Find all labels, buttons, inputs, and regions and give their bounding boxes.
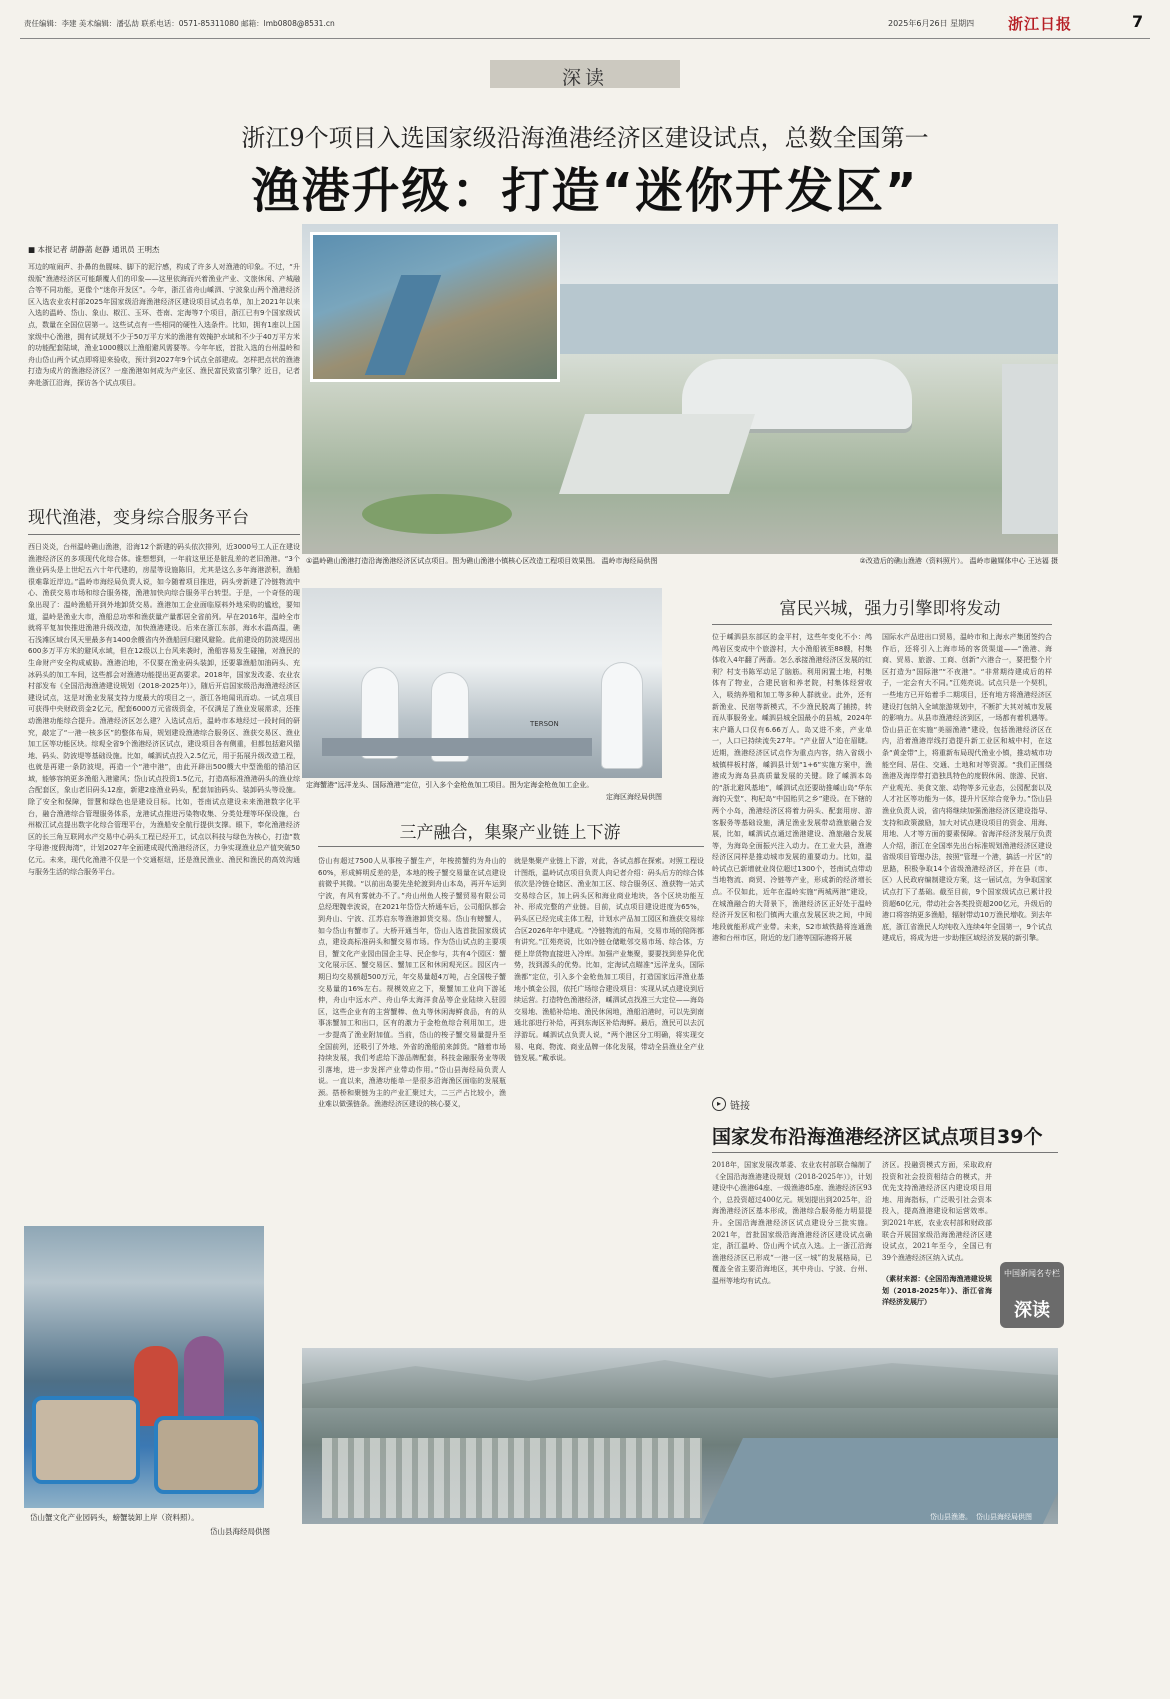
inset-harbor-photo — [310, 232, 560, 382]
section-heading-2: 三产融合，集聚产业链上下游 — [399, 823, 621, 843]
section-3-text-b: 国际水产品进出口贸易，温岭市和上海水产集团签约合作后，还将引入上海市场的客货渠道——“渔港、海商、贸易、旅游、工商、创新”六港合一，要把整个片区打造为“国际港”“不夜港”。“非常期待建成后的样子，一定会有大不同。”江苑亮说。试点只是一个契机，一些地方已开始着手二期项目，还有地方将渔港经济区建设打包纳入全域旅游规划中，不断扩大其对城市发展的影响力。从县市渔港经济到区，一场都有着机遇等。岱山县正在实施“美丽渔港”建设，包括渔港经济区在内，沿着渔港岸线打造提升新工业区和城中村，在这条“黄金带”上，将重新布局现代渔业小镇，推动城市功能空间、居住、交通、土地和对等资源。“我们正围绕渔港及海岸带打造独具特色的度假休闲、旅游、民宿、产业观光、美食文旅、动物等多元业态，公园配套以及人才社区等功能为一体，提升片区综合竞争力。”岱山县渔业负责人说，省内将继续加强渔港经济区建设指导、支持和政策激励，加大对试点建设项目的资金、用海、用地、人才等方面的要素保障。省海洋经济发展厅负责人介绍，浙江在全国率先出台标准规划渔港经济区建设省级项目管理办法，按照“管理一个港，搞活一片区”的思路，积极争取14个省级渔港经济区，并在县（市、区）人民政府编制建设方案，这一届试点，为争取国家试点打下了基础。截至目前，9个国家级试点已累计投资超60亿元，带动社会各类投资超200亿元，升级后的港口将容纳更多渔船，辐射带动10万渔民增收。到去年底，浙江省渔民人均纯收入连续4年全国第一，9个试点建成后，将成为进一步助推区域经济发展的新引擎。 — [882, 633, 1052, 943]
column-name: 深读 — [1014, 1300, 1050, 1321]
header-rule — [20, 38, 1150, 39]
rendering-park — [362, 494, 512, 534]
rendering-sea — [552, 284, 1058, 354]
crab-photo-credit: 岱山县海经局供图 — [210, 1527, 270, 1536]
page-number: 7 — [1132, 12, 1144, 31]
link-text-a: 2018年，国家发展改革委、农业农村部联合编制了《全国沿海渔港建设规划（2018-2025年）》，计划建设中心渔港64座、一级渔港85座、渔港经济区93个，总投资超过400亿元。规划提出到2025年，沿海渔港经济区基本形成，渔港综合服务能力明显提升。全国沿海渔港经济区试点建设分三批实施。2021年，首批国家级沿海渔港经济区建设试点确定，浙江温岭、岱山两个试点入选。上一浙江沿海渔港经济区已形成“一港一区一城”的发展格局，已覆盖全省主要沿海地区，其中舟山、宁波、台州、温州等地均有试点。 — [712, 1161, 872, 1285]
byline: ■ 本报记者 胡静菡 赵静 通讯员 王明杰 — [28, 245, 160, 254]
newspaper-logo: 浙江日报 — [1008, 15, 1073, 33]
section-rule-1 — [28, 534, 300, 535]
headline-kicker: 浙江9个项目入选国家级沿海渔港经济区建设试点，总数全国第一 — [241, 124, 929, 152]
link-rule — [712, 1152, 1058, 1153]
section-tag: 深读 — [561, 67, 608, 89]
factory-caption: 定海蟹港“远洋龙头、国际渔港”定位，引入多个金枪鱼加工项目。图为定海金枪鱼加工企业。 — [306, 781, 594, 789]
factory-sign: TERSON — [530, 720, 559, 728]
crab-photo-basket — [32, 1396, 140, 1484]
section-2-text-b: 就是集聚产业链上下游，对此，各试点都在探索。对照工程设计图纸，温岭试点项目负责人向记者介绍：码头后方的综合体依次是冷链仓储区、渔业加工区、综合服务区、渔获物一站式交易综合区，加上码头区和海业商业地块，各个区块功能互补、形成完整的产业链。目前，试点项目建设进度为65%，码头区已经完成主体工程，计划水产品加工园区和渔获交易综合区2026年年中建成。“冷链物流的布局，交易市场的陪阵都有讲究。”江苑亮说，比如冷链仓储毗邻交易市场、综合体，方便上岸货物直接进入冷库。加强产业集聚，要要找到差异化优势，找到源头的优势。比如，定海试点瞄准“远洋龙头，国际渔都”定位，引入多个金枪鱼加工项目，打造国家远洋渔业基地小镇金公园，依托广场综合建设项目：实现从试点建设到后续运营。打造特色渔港经济，嵊泗试点找准三大定位——海岛交易地、渔船补给地、渔民休闲地，渔船泊港时，可以先到南通北部进行补给，再到东海区补给海鲜。最后，渔民可以去沉浮游玩。嵊泗试点负责人说，“两个港区分工明确，将实现交易、电商、物流、商业品牌一体化发展，带动全县渔业全产业链发展。”戴承说。 — [514, 857, 704, 1063]
aerial-mountains — [302, 1348, 1058, 1408]
factory-conveyor — [322, 738, 592, 756]
aerial-credit: 岱山县海经局供图 — [976, 1513, 1032, 1521]
factory-worker — [602, 663, 642, 768]
rendering-tower — [1002, 364, 1058, 534]
rendering-photo — [302, 224, 1058, 554]
aerial-caption: 岱山县渔港。 — [930, 1513, 972, 1521]
inset-caption: ②改造后的礁山渔港（资料照片）。 温岭市融媒体中心 王达福 摄 — [859, 557, 1058, 565]
issue-date: 2025年6月26日 星期四 — [888, 19, 975, 28]
crab-photo-caption: 岱山蟹文化产业园码头，螃蟹装卸上岸（资料照）。 — [30, 1513, 199, 1522]
link-source: （素材来源：《全国沿海渔港建设规划（2018-2025年）》、浙江省海洋经济发展厅） — [882, 1275, 992, 1307]
crab-photo-worker — [184, 1336, 224, 1422]
section-rule-2 — [318, 846, 704, 847]
section-tag-bar — [490, 60, 680, 88]
inset-harbor-water — [365, 275, 441, 375]
column-brand: 中国新闻名专栏 — [1004, 1269, 1060, 1278]
intro-text: 耳边的喧闹声、扑鼻的鱼腥味、脚下的泥泞感，构成了许多人对渔港的印象。不过，“升级版”渔港经济区可能颠覆人们的印象——这里依海而兴着渔业产业、文旅休闲、产城融合等不同功能，更像个“迷你开发区”。今年，浙江省舟山嵊泗、宁波象山两个渔港经济区入选农业农村部2025年国家级沿海渔港经济区建设项目试点名单，加上2021年以来入选的温岭、岱山、象山、椒江、玉环、苍南、定海等7个项目，浙江已有9个国家级试点，数量在全国位居第一。这些试点有一些相同的硬性入选条件。比如，拥有1座以上国家级中心渔港，拥有试规划不少于50万平方米的渔港有效掩护水域和不少于40万平方米的功能配套陆域，渔业1000艘以上渔船避风需要等。今年年底，首批入选的台州温岭和舟山岱山两个试点即将迎来验收，预计到2027年9个试点全部建成。怎样把点状的渔港打造为成片的渔港经济区？一座渔港如何成为产业区、渔民富民致富引擎？近日，记者奔赴浙江沿海，探访各个试点项目。 — [28, 263, 300, 387]
page-header — [20, 10, 1150, 38]
headline-title: 渔港升级：打造“迷你开发区” — [251, 163, 919, 219]
section-rule-3 — [712, 624, 1052, 625]
crab-photo-basket — [154, 1416, 262, 1494]
aerial-photo — [302, 1348, 1058, 1524]
section-heading-1: 现代渔港，变身综合服务平台 — [28, 508, 249, 528]
crab-photo-worker — [134, 1346, 178, 1426]
factory-credit: 定海区海经局供图 — [606, 793, 662, 801]
link-icon: ▸ — [712, 1097, 726, 1111]
aerial-town — [322, 1438, 702, 1518]
editor-info: 责任编辑：李建 美术编辑：潘弘劼 联系电话：0571-85311080 邮箱：lmb0808@8531.cn — [24, 19, 335, 28]
section-1-text: 西日炎炎，台州温岭礁山渔港，沿海12个新建的码头依次排列，近3000号工人正在建设渔港经济区的多项现代化综合体。谁想想到，一年前这里还是脏乱差的老旧渔港。“3个渔业码头是上世纪五六十年代建的，房屋等设施陈旧，尤其是这么多年海港淤积，渔船很难靠近岸边。”温岭市海经局负责人说，如今随着项目推进，码头旁新建了冷链物流中心、渔获交易市场和综合服务楼，渔港加快向综合服务平台转型。于是，一个奇怪的现象出现了：温岭渔船开到外地卸货交易。渔港加工企业面临原料外地采购的尴尬，要知道，温岭是渔业大市，渔船总功率和渔获量产量都居全省前列。早在2016年，温岭全市就将平复加快推进渔港升级改造，加快渔港建设。后来在浙江东部，海水水温高温，礁石浅滩区域台风天里最多有1400余艘省内外渔船回归避风避险。此前建设的防波堤因出600多万平方米的避风水域，但在12级以上台风来袭时，渔船容易发生碰撞，对渔民的生命财产安全构成威胁。渔港泊地，不仅要在渔业码头装卸，还要靠渔船加油码头、充冰码头的加工车间，这些都会对渔港功能提出更高要求。2018年，国家发改委、农业农村部发布《全国沿海渔港建设规划（2018-2025年）》，随后开启国家级沿海渔港经济区建设试点，这是对渔业发展支持力度最大的项目之一，浙江各地闻讯而动。一试点项目可获得中央财政资金2亿元，配套6000万元省级资金，不仅满足了渔业发展需求，还推动渔港功能综合提升。渔港经济区怎么建？入选试点后，温岭市本地经过一段时间的研究，敲定了“一港一核多区”的整体布局，规划建设渔港综合服务区、渔获交易区、渔业加工区等功能区块。综观全省9个渔港经济区试点，建设项目各有侧重，但都包括避风锚地、码头、防波堤等基础设施。比如，嵊泗试点投入2.5亿元，用于拓展升级改造工程，也就是再建一条防波堤，再造一个“港中港”，由此开辟出500艘大中型渔船的锚泊区域，能够容纳更多渔船入港避风；岱山试点投资1.5亿元，打造高标准渔港码头的渔业综合配套区，象山老旧码头12座，新建2座渔业码头，配套加油码头、装卸码头等设施。除了安全和保障，智慧和绿色也是建设目标。比如，苍南试点建设未来渔港数字化平台，融合渔港综合管理服务体系，龙港试点推进污染物收集、分类处理等环保设施，台州椒江试点提出数字化综合管理平台，为渔船安全航行提供支撑。眼下，奉化渔港经济区的长三角互联网水产交易中心码头工程已经开工，试点以科技与绿色为核心，打造“数字母港·度假海湾”，计划2027年全面建成现代渔港经济区，力争实现渔业总产值突破50亿元。未来，现代化渔港不仅是一个交通枢纽，还是渔民渔业、渔民和渔民的高效沟通与服务生活的综合服务平台。 — [28, 543, 300, 876]
crab-photo — [24, 1226, 264, 1508]
link-text-b: 济区。投融资模式方面，采取政府投资和社会投资相结合的模式，并优先支持渔港经济区内建设项目用地、用海指标，广泛吸引社会资本投入，提高渔港建设和运营效率。到2021年底，农业农村部和财政部联合开展国家级沿海渔港经济区建设试点，2021年至今，全国已有39个渔港经济区纳入试点。 — [882, 1161, 992, 1262]
column-badge — [1000, 1262, 1064, 1328]
section-2-text-a: 岱山有超过7500人从事梭子蟹生产，年梭捞蟹约为舟山的60%，形成鲜明反差的是，本地的梭子蟹交易量在试点建设前微乎其微。“以前出岛要先坐轮渡到舟山本岛，再开车运到宁波，有风有雾就办不了。”舟山州鱼人梭子蟹贸易有限公司总经理魏幸波说，在2021年岱岱大桥通车后，公司船队都会到舟山、宁波、江苏启东等渔港卸货交易。岱山有螃蟹人，如今岱山有蟹市了。大桥开通当年，岱山入选首批国家级试点，建设高标准码头和蟹交易市场。作为岱山试点的主要项目，蟹文化产业园由国企主导、民企参与，共有4个园区：蟹文化展示区、蟹交易区、蟹加工区和休闲观光区。园区内一期日均交易额超500万元，年交易量超4万吨，占全国梭子蟹交易量的16%左右。规模效应之下，聚蟹加工业向下游延伸，舟山中远水产、舟山华太海洋食品等企业陆续入驻园区，这些企业有的主营蟹棒、鱼丸等休闲海鲜食品，有的从事冻蟹加工和出口，区有的激力于金枪鱼综合利用加工，进一步提高了渔业附加值。当前，岱山的梭子蟹交易量提升至全国前列，还吸引了外地、外省的渔船前来卸货。“随着市场持续发展，我们考虑给下游品牌配套，科技金融服务业等吸引落地，进一步发挥产业带动作用。”岱山县海经局负责人说。一直以来，渔港功能单一是很多沿海渔区面临的发展瓶颈。搭桥和聚链为主的产业汇聚过大，二三产占比较小，渔业难以做强链条。渔港经济区建设的核心要义， — [318, 857, 506, 1109]
link-label: 链接 — [730, 1101, 750, 1112]
section-3-text-a: 位于嵊泗县东部区的金平村，这些年变化不小：鸬鸬岩区变成中个旅游村，大小渔船被至88艘，村集体收入4年翻了两番。怎么承接渔港经济区发展的红利？村支书陈军动足了脑筋。利用闲置土地，村集体有了物业，合建民宿和养老院，村集体经营收入，吸纳养殖和加工等多种人群就业。此外，还有新渔业、民宿等新模式，不少渔民脱离了捕捞，转而从事服务业。嵊泗县城全国最小的县城，2024年末户籍人口仅有6.66万人。岛又进不来，产业单一，人口已持续流失27年。“产业留人”迫在眉睫。近期，渔港经济区试点作为重点内容，纳入省级小城镇样板村落，嵊泗县计划“1+6”实施方案中，渔港成为海岛县高质量发展的关键。除了嵊泗本岛的“浙北避风基地”，嵊泗试点还要助推嵊山岛“华东海钓天堂”、枸杞岛“中国贻贝之乡”建设。在下辖的两个小岛，渔港经济区将着力码头、配套用房、游客服务等基础设施，满足渔业发展带动渔旅融合发展，比如，嵊泗试点通过渔港建设、渔旅融合发展等，为海岛全面振兴注入动力。在工业大县，渔港经济区同样是推动城市发展的重要动力。比如，温岭试点已新增就业岗位超过1300个，苍南试点带动当地物流、商贸、冷链等产业，形成新的经济增长点。不仅如此，近年在温岭实施“两城两港”建设，在城渔融合的大背景下，渔港经济区正好处于温岭经济开发区和松门镇两大重点发展区块之间，中间地段就能形成产业带。未来，S2市域铁路将连通渔港和台州市区，附近的龙门港等国际港将开展 — [712, 633, 872, 943]
rendering-building — [559, 414, 755, 494]
link-title: 国家发布沿海渔港经济区试点项目39个 — [712, 1126, 1043, 1148]
rendering-caption: ①温岭礁山渔港打造沿海渔港经济区试点项目。图为礁山渔港小镇核心区改造工程项目效果图。 温岭市海经局供图 — [306, 557, 658, 565]
link-tag — [712, 1096, 792, 1112]
section-heading-3: 富民兴城，强力引擎即将发动 — [779, 599, 1001, 619]
factory-photo — [302, 588, 662, 778]
